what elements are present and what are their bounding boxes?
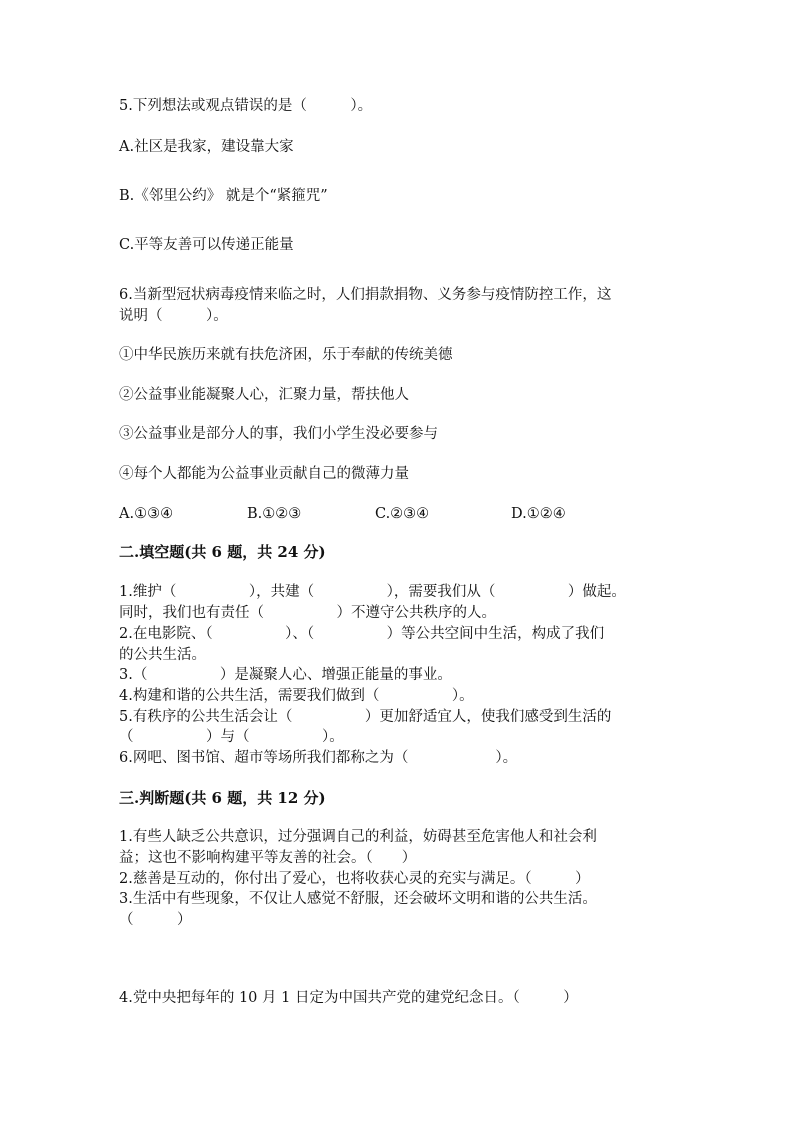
q6-option-b: B.①②③	[247, 506, 302, 522]
q5-stem: 5.下列想法或观点错误的是（ ）。	[119, 98, 373, 114]
fill-line: 5.有秩序的公共生活会让（ ）更加舒适宜人，使我们感受到生活的	[119, 709, 612, 725]
q6-option-a: A.①③④	[119, 506, 174, 522]
fill-line: 的公共生活。	[119, 647, 206, 663]
judge-line: 3.生活中有些现象，不仅让人感觉不舒服，还会破坏文明和谐的公共生活。	[119, 891, 597, 907]
fill-section-heading: 二.填空题(共 6 题，共 24 分)	[119, 543, 326, 561]
fill-line: 1.维护（ ），共建（ ），需要我们从（ ）做起。	[119, 584, 626, 600]
judge-q4: 4.党中央把每年的 10 月 1 日定为中国共产党的建党纪念日。（ ）	[119, 990, 578, 1006]
q6-stem-line1: 6.当新型冠状病毒疫情来临之时，人们捐款捐物、义务参与疫情防控工作，这	[119, 287, 612, 303]
q5-option-a: A.社区是我家，建设靠大家	[119, 139, 294, 155]
judge-line: （ ）	[119, 912, 192, 928]
q6-statement-3: ③公益事业是部分人的事，我们小学生没必要参与	[119, 426, 438, 442]
judge-line: 2.慈善是互动的，你付出了爱心，也将收获心灵的充实与满足。（ ）	[119, 871, 590, 887]
q5-option-b: B.《邻里公约》 就是个“紧箍咒”	[119, 188, 328, 204]
q6-statement-4: ④每个人都能为公益事业贡献自己的微薄力量	[119, 466, 409, 482]
q5-option-c: C.平等友善可以传递正能量	[119, 237, 294, 253]
judge-line: 益；这也不影响构建平等友善的社会。（ ）	[119, 850, 417, 866]
fill-line: 4.构建和谐的公共生活，需要我们做到（ ）。	[119, 688, 474, 704]
q6-option-d: D.①②④	[511, 506, 566, 522]
q6-statement-2: ②公益事业能凝聚人心，汇聚力量，帮扶他人	[119, 387, 409, 403]
judge-section-heading: 三.判断题(共 6 题，共 12 分)	[119, 789, 326, 807]
judge-line: 1.有些人缺乏公共意识，过分强调自己的利益，妨碍甚至危害他人和社会利	[119, 829, 597, 845]
fill-line: （ ）与（ ）。	[119, 729, 344, 745]
fill-line: 3.（ ）是凝聚人心、增强正能量的事业。	[119, 667, 452, 683]
fill-line: 2.在电影院、（ ）、（ ）等公共空间中生活，构成了我们	[119, 626, 605, 642]
q6-statement-1: ①中华民族历来就有扶危济困，乐于奉献的传统美德	[119, 347, 453, 363]
fill-line: 同时，我们也有责任（ ）不遵守公共秩序的人。	[119, 605, 496, 621]
fill-line: 6.网吧、图书馆、超市等场所我们都称之为（ ）。	[119, 750, 518, 766]
q6-stem-line2: 说明（ ）。	[119, 308, 228, 324]
q6-option-c: C.②③④	[375, 506, 430, 522]
